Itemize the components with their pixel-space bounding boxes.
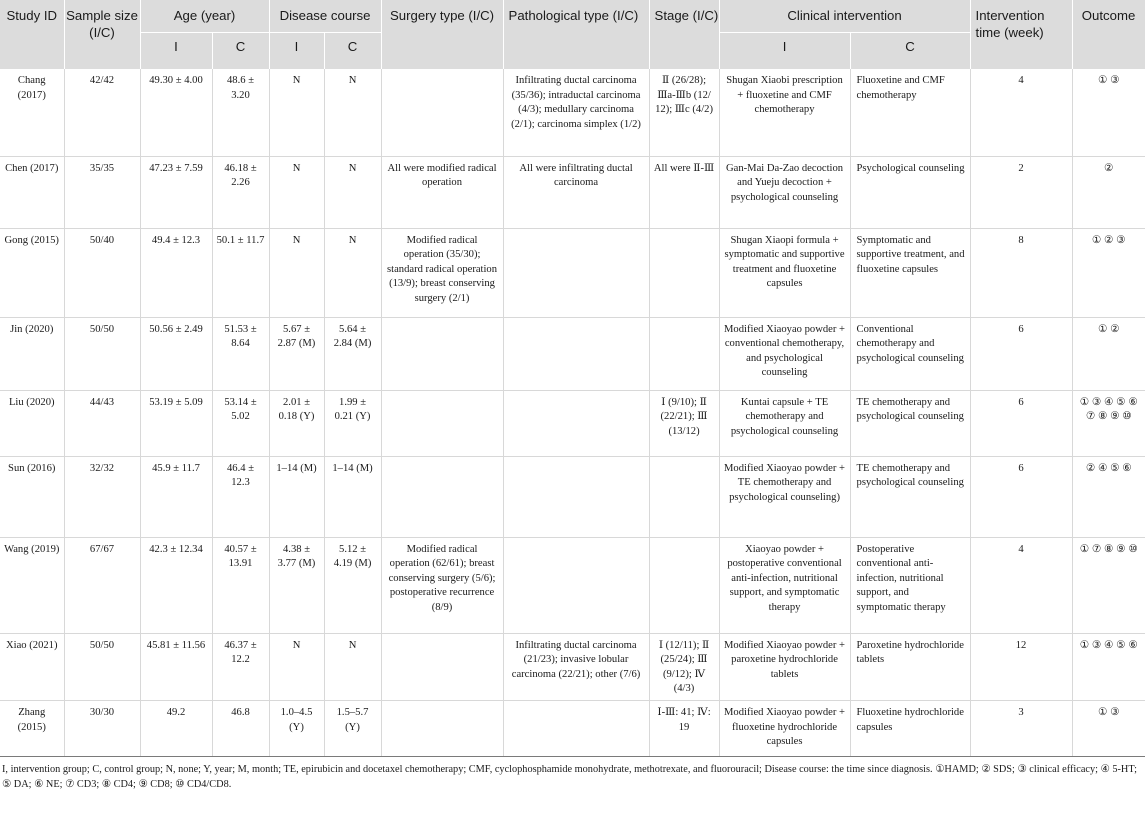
header-stage: Stage (I/C) bbox=[649, 0, 719, 69]
cell-intervention-time: 3 bbox=[970, 700, 1072, 756]
header-intervention-c: C bbox=[850, 32, 970, 69]
cell-stage bbox=[649, 317, 719, 390]
cell-intervention-time: 12 bbox=[970, 633, 1072, 700]
cell-surgery-type bbox=[381, 390, 503, 456]
cell-outcome: ① ③ ④ ⑤ ⑥ ⑦ ⑧ ⑨ ⑩ bbox=[1072, 390, 1145, 456]
cell-intervention-time: 6 bbox=[970, 456, 1072, 537]
cell-intervention-i: Shugan Xiaopi formula + symptomatic and supportive treatment and fluoxetine capsules bbox=[719, 228, 850, 317]
cell-surgery-type: Modified radical operation (35/30); standard radical operation (13/9); breast conserving surgery (2/1) bbox=[381, 228, 503, 317]
table-row bbox=[0, 317, 1145, 390]
cell-surgery-type: Modified radical operation (62/61); breast conserving surgery (5/6); postoperative recurrence (8/9) bbox=[381, 537, 503, 633]
cell-stage: Ⅰ (9/10); Ⅱ (22/21); Ⅲ (13/12) bbox=[649, 390, 719, 456]
cell-surgery-type: All were modified radical operation bbox=[381, 156, 503, 228]
table-row bbox=[0, 390, 1145, 456]
cell-outcome: ② bbox=[1072, 156, 1145, 228]
cell-study-id: Gong (2015) bbox=[0, 228, 64, 317]
cell-intervention-i: Modified Xiaoyao powder + paroxetine hydrochloride tablets bbox=[719, 633, 850, 700]
cell-pathological-type: Infiltrating ductal carcinoma (35/36); intraductal carcinoma (4/3); medullary carcinoma (2/1); carcinoma simplex (1/2) bbox=[503, 69, 649, 156]
cell-course-i: N bbox=[269, 633, 324, 700]
cell-study-id: Sun (2016) bbox=[0, 456, 64, 537]
cell-intervention-c: Conventional chemotherapy and psychological counseling bbox=[850, 317, 970, 390]
cell-intervention-i: Kuntai capsule + TE chemotherapy and psychological counseling bbox=[719, 390, 850, 456]
cell-intervention-i: Modified Xiaoyao powder + conventional chemotherapy, and psychological counseling bbox=[719, 317, 850, 390]
table-row bbox=[0, 456, 1145, 537]
cell-age-c: 46.8 bbox=[212, 700, 269, 756]
cell-intervention-c: TE chemotherapy and psychological counseling bbox=[850, 390, 970, 456]
cell-sample-size: 44/43 bbox=[64, 390, 140, 456]
cell-course-c: N bbox=[324, 228, 381, 317]
cell-course-i: 1.0–4.5 (Y) bbox=[269, 700, 324, 756]
cell-intervention-time: 2 bbox=[970, 156, 1072, 228]
cell-pathological-type bbox=[503, 317, 649, 390]
cell-sample-size: 50/40 bbox=[64, 228, 140, 317]
cell-course-c: N bbox=[324, 69, 381, 156]
cell-course-i: N bbox=[269, 69, 324, 156]
cell-pathological-type bbox=[503, 228, 649, 317]
cell-surgery-type bbox=[381, 317, 503, 390]
header-age-c: C bbox=[212, 32, 269, 69]
table-header bbox=[0, 0, 1145, 69]
header-course-i: I bbox=[269, 32, 324, 69]
cell-age-i: 53.19 ± 5.09 bbox=[140, 390, 212, 456]
header-study-id: Study ID bbox=[0, 0, 64, 69]
cell-surgery-type bbox=[381, 700, 503, 756]
cell-age-c: 46.37 ± 12.2 bbox=[212, 633, 269, 700]
cell-course-c: 5.12 ± 4.19 (M) bbox=[324, 537, 381, 633]
cell-age-i: 45.81 ± 11.56 bbox=[140, 633, 212, 700]
cell-intervention-time: 6 bbox=[970, 390, 1072, 456]
cell-age-i: 47.23 ± 7.59 bbox=[140, 156, 212, 228]
cell-age-c: 51.53 ± 8.64 bbox=[212, 317, 269, 390]
table-row bbox=[0, 700, 1145, 756]
cell-sample-size: 35/35 bbox=[64, 156, 140, 228]
cell-intervention-time: 4 bbox=[970, 69, 1072, 156]
cell-intervention-i: Shugan Xiaobi prescription + fluoxetine and CMF chemotherapy bbox=[719, 69, 850, 156]
cell-age-i: 49.30 ± 4.00 bbox=[140, 69, 212, 156]
cell-outcome: ① ③ bbox=[1072, 700, 1145, 756]
header-clinical-intervention: Clinical intervention bbox=[719, 0, 970, 32]
cell-intervention-c: Fluoxetine and CMF chemotherapy bbox=[850, 69, 970, 156]
cell-age-c: 40.57 ± 13.91 bbox=[212, 537, 269, 633]
cell-course-c: N bbox=[324, 633, 381, 700]
header-course-c: C bbox=[324, 32, 381, 69]
cell-sample-size: 30/30 bbox=[64, 700, 140, 756]
cell-study-id: Liu (2020) bbox=[0, 390, 64, 456]
cell-stage: Ⅱ (26/28); Ⅲa-Ⅲb (12/ 12); Ⅲc (4/2) bbox=[649, 69, 719, 156]
cell-course-c: N bbox=[324, 156, 381, 228]
cell-course-c: 1.99 ± 0.21 (Y) bbox=[324, 390, 381, 456]
header-sample-size: Sample size (I/C) bbox=[64, 0, 140, 69]
cell-sample-size: 42/42 bbox=[64, 69, 140, 156]
table-row bbox=[0, 537, 1145, 633]
cell-outcome: ① ③ bbox=[1072, 69, 1145, 156]
cell-outcome: ② ④ ⑤ ⑥ bbox=[1072, 456, 1145, 537]
cell-course-c: 1.5–5.7 (Y) bbox=[324, 700, 381, 756]
cell-intervention-i: Modified Xiaoyao powder + fluoxetine hydrochloride capsules bbox=[719, 700, 850, 756]
cell-study-id: Chen (2017) bbox=[0, 156, 64, 228]
cell-study-id: Wang (2019) bbox=[0, 537, 64, 633]
header-pathological-type: Pathological type (I/C) bbox=[503, 0, 649, 69]
cell-stage: Ⅰ-Ⅲ: 41; Ⅳ: 19 bbox=[649, 700, 719, 756]
cell-course-c: 1–14 (M) bbox=[324, 456, 381, 537]
cell-age-i: 45.9 ± 11.7 bbox=[140, 456, 212, 537]
cell-study-id: Xiao (2021) bbox=[0, 633, 64, 700]
cell-stage: All were Ⅱ-Ⅲ bbox=[649, 156, 719, 228]
cell-sample-size: 50/50 bbox=[64, 317, 140, 390]
cell-intervention-i: Xiaoyao powder + postoperative conventional anti-infection, nutritional support, and symptomatic therapy bbox=[719, 537, 850, 633]
header-intervention-time: Intervention time (week) bbox=[970, 0, 1072, 69]
cell-pathological-type bbox=[503, 390, 649, 456]
cell-pathological-type bbox=[503, 700, 649, 756]
cell-stage bbox=[649, 456, 719, 537]
cell-intervention-time: 4 bbox=[970, 537, 1072, 633]
cell-outcome: ① ⑦ ⑧ ⑨ ⑩ bbox=[1072, 537, 1145, 633]
cell-sample-size: 50/50 bbox=[64, 633, 140, 700]
cell-course-i: 2.01 ± 0.18 (Y) bbox=[269, 390, 324, 456]
cell-pathological-type: All were infiltrating ductal carcinoma bbox=[503, 156, 649, 228]
cell-outcome: ① ② bbox=[1072, 317, 1145, 390]
cell-intervention-i: Gan-Mai Da-Zao decoction and Yueju decoction + psychological counseling bbox=[719, 156, 850, 228]
header-disease-course: Disease course bbox=[269, 0, 381, 32]
cell-stage: Ⅰ (12/11); Ⅱ (25/24); Ⅲ (9/12); Ⅳ (4/3) bbox=[649, 633, 719, 700]
cell-pathological-type bbox=[503, 456, 649, 537]
cell-age-i: 49.4 ± 12.3 bbox=[140, 228, 212, 317]
cell-stage bbox=[649, 537, 719, 633]
cell-course-i: 4.38 ± 3.77 (M) bbox=[269, 537, 324, 633]
cell-intervention-time: 6 bbox=[970, 317, 1072, 390]
cell-study-id: Jin (2020) bbox=[0, 317, 64, 390]
table-body bbox=[0, 69, 1145, 756]
table-row bbox=[0, 156, 1145, 228]
cell-age-i: 50.56 ± 2.49 bbox=[140, 317, 212, 390]
header-age: Age (year) bbox=[140, 0, 269, 32]
cell-sample-size: 32/32 bbox=[64, 456, 140, 537]
table-row bbox=[0, 69, 1145, 156]
cell-age-c: 46.18 ± 2.26 bbox=[212, 156, 269, 228]
cell-intervention-time: 8 bbox=[970, 228, 1072, 317]
cell-intervention-c: Paroxetine hydrochloride tablets bbox=[850, 633, 970, 700]
cell-study-id: Zhang (2015) bbox=[0, 700, 64, 756]
header-outcome: Outcome bbox=[1072, 0, 1145, 69]
cell-course-i: N bbox=[269, 156, 324, 228]
cell-intervention-c: Fluoxetine hydrochloride capsules bbox=[850, 700, 970, 756]
table-row bbox=[0, 633, 1145, 700]
cell-intervention-i: Modified Xiaoyao powder + TE chemotherapy and psychological counseling) bbox=[719, 456, 850, 537]
header-age-i: I bbox=[140, 32, 212, 69]
cell-course-c: 5.64 ± 2.84 (M) bbox=[324, 317, 381, 390]
cell-age-i: 49.2 bbox=[140, 700, 212, 756]
cell-course-i: 5.67 ± 2.87 (M) bbox=[269, 317, 324, 390]
cell-pathological-type: Infiltrating ductal carcinoma (21/23); invasive lobular carcinoma (22/21); other (7/6) bbox=[503, 633, 649, 700]
cell-intervention-c: Postoperative conventional anti-infection, nutritional support, and symptomatic therapy bbox=[850, 537, 970, 633]
cell-outcome: ① ③ ④ ⑤ ⑥ bbox=[1072, 633, 1145, 700]
cell-surgery-type bbox=[381, 69, 503, 156]
cell-age-c: 50.1 ± 11.7 bbox=[212, 228, 269, 317]
cell-age-i: 42.3 ± 12.34 bbox=[140, 537, 212, 633]
cell-outcome: ① ② ③ bbox=[1072, 228, 1145, 317]
cell-intervention-c: Symptomatic and supportive treatment, and fluoxetine capsules bbox=[850, 228, 970, 317]
table-row bbox=[0, 228, 1145, 317]
header-surgery-type: Surgery type (I/C) bbox=[381, 0, 503, 69]
cell-intervention-c: TE chemotherapy and psychological counseling bbox=[850, 456, 970, 537]
cell-age-c: 46.4 ± 12.3 bbox=[212, 456, 269, 537]
cell-age-c: 53.14 ± 5.02 bbox=[212, 390, 269, 456]
cell-course-i: N bbox=[269, 228, 324, 317]
cell-stage bbox=[649, 228, 719, 317]
cell-age-c: 48.6 ± 3.20 bbox=[212, 69, 269, 156]
cell-surgery-type bbox=[381, 633, 503, 700]
cell-intervention-c: Psychological counseling bbox=[850, 156, 970, 228]
cell-study-id: Chang (2017) bbox=[0, 69, 64, 156]
cell-sample-size: 67/67 bbox=[64, 537, 140, 633]
cell-course-i: 1–14 (M) bbox=[269, 456, 324, 537]
table-footnote: I, intervention group; C, control group; N, none; Y, year; M, month; TE, epirubicin and docetaxel chemotherapy; CMF, cyclophosphamide monohydrate, methotrexate, and fluorouracil; Disease course: the time since diagnosis. ①HAMD; ② SDS; ③ clinical efficacy; ④ 5-HT; ⑤ DA; ⑥ NE; ⑦ CD3; ⑧ CD4; ⑨ CD8; ⑩ CD4/CD8. bbox=[2, 763, 1137, 791]
header-intervention-i: I bbox=[719, 32, 850, 69]
cell-surgery-type bbox=[381, 456, 503, 537]
cell-pathological-type bbox=[503, 537, 649, 633]
